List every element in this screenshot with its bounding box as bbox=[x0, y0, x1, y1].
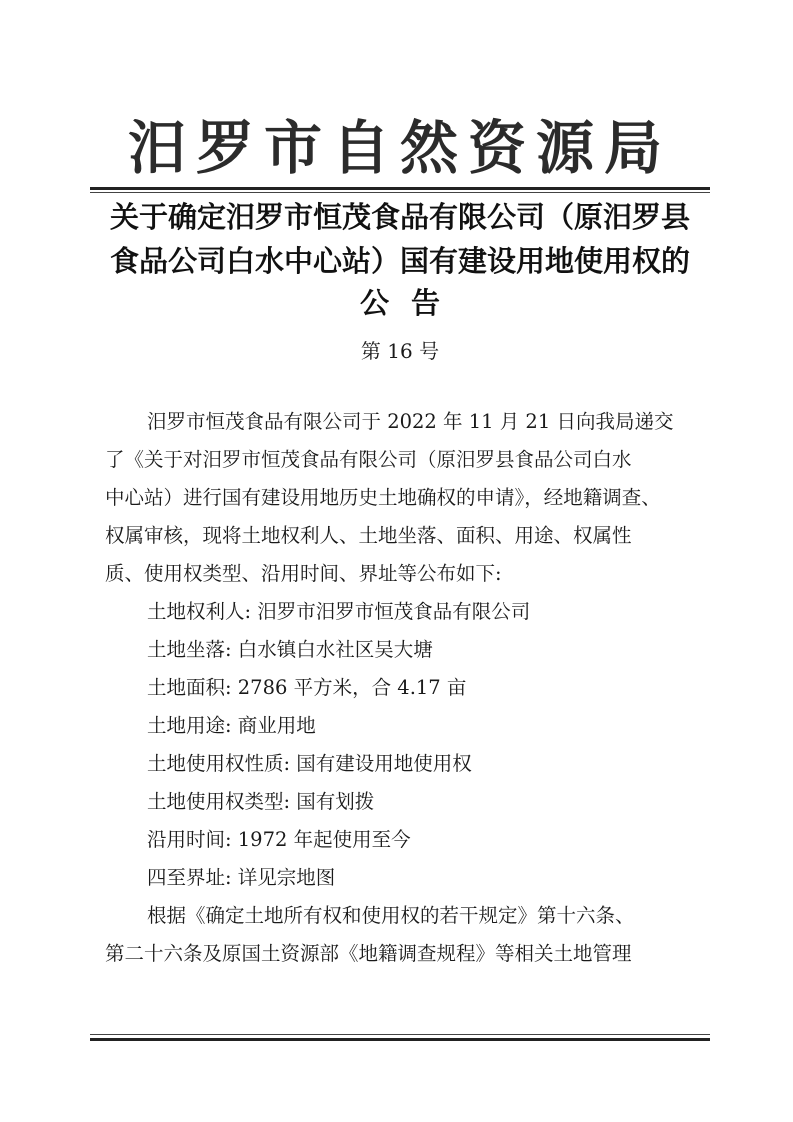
paragraph-line: 了《关于对汨罗市恒茂食品有限公司（原汨罗县食品公司白水 bbox=[105, 448, 632, 471]
letterhead-rule-thin bbox=[90, 192, 710, 193]
paragraph-line: 中心站）进行国有建设用地历史土地确权的申请》，经地籍调查、 bbox=[105, 486, 661, 509]
field-right-type: 土地使用权类型: 国有划拨 bbox=[147, 790, 375, 813]
field-land-use: 土地用途: 商业用地 bbox=[147, 714, 316, 737]
paragraph-line: 根据《确定土地所有权和使用权的若干规定》第十六条、 bbox=[147, 904, 635, 927]
letterhead-rule-thick bbox=[90, 187, 710, 190]
footer-rule-thin bbox=[90, 1034, 710, 1035]
field-land-location: 土地坐落: 白水镇白水社区吴大塘 bbox=[147, 638, 433, 661]
paragraph-line: 汨罗市恒茂食品有限公司于 2022 年 11 月 21 日向我局递交 bbox=[147, 410, 674, 433]
notice-title-line-1: 关于确定汨罗市恒茂食品有限公司（原汨罗县 bbox=[109, 200, 690, 234]
footer-rule-thick bbox=[90, 1038, 710, 1041]
paragraph-line: 质、使用权类型、沿用时间、界址等公布如下: bbox=[105, 562, 502, 585]
field-land-owner: 土地权利人: 汨罗市汨罗市恒茂食品有限公司 bbox=[147, 600, 531, 623]
field-land-area: 土地面积: 2786 平方米，合 4.17 亩 bbox=[147, 676, 467, 699]
paragraph-line: 权属审核，现将土地权利人、土地坐落、面积、用途、权属性 bbox=[105, 524, 632, 547]
paragraph-line: 第二十六条及原国土资源部《地籍调查规程》等相关土地管理 bbox=[105, 942, 632, 965]
notice-title-line-2: 食品公司白水中心站）国有建设用地使用权的 bbox=[109, 244, 690, 278]
field-right-nature: 土地使用权性质: 国有建设用地使用权 bbox=[147, 752, 472, 775]
notice-title-line-3: 公告 bbox=[359, 286, 462, 320]
document-number: 第 16 号 bbox=[360, 339, 440, 363]
field-boundaries: 四至界址: 详见宗地图 bbox=[147, 866, 336, 889]
field-usage-time: 沿用时间: 1972 年起使用至今 bbox=[147, 828, 411, 851]
letterhead-title: 汨罗市自然资源局 bbox=[127, 114, 672, 182]
